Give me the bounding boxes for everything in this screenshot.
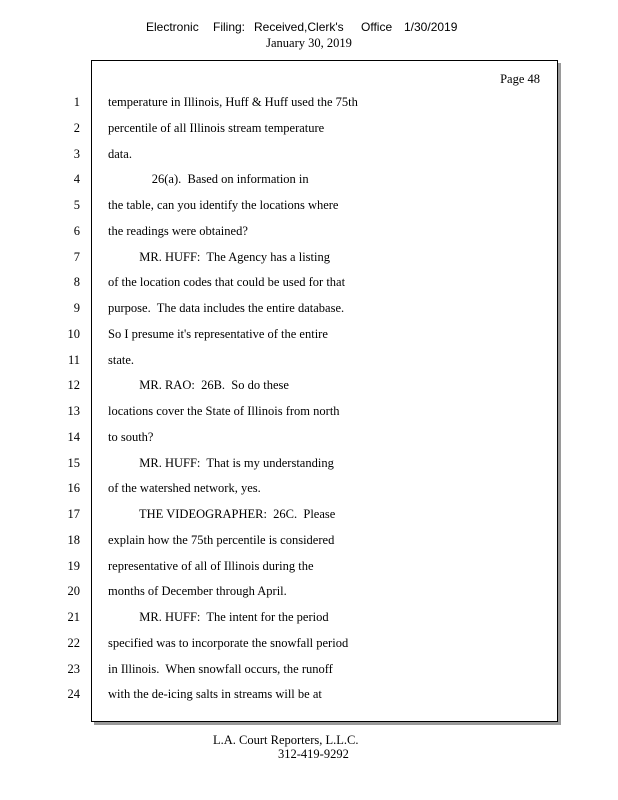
filing-stamp-electronic: Electronic bbox=[146, 20, 199, 34]
line-number: 1 bbox=[73, 95, 80, 109]
transcript-line-text: MR. HUFF: That is my understanding bbox=[108, 455, 334, 470]
transcript-line-text: the readings were obtained? bbox=[108, 223, 248, 238]
line-number: 13 bbox=[67, 404, 80, 418]
transcript-line-text: to south? bbox=[108, 429, 154, 444]
filing-stamp-office: Office bbox=[361, 20, 393, 34]
line-number: 3 bbox=[73, 146, 80, 161]
line-number: 24 bbox=[67, 687, 80, 702]
transcript-line-text: representative of all of Illinois during the bbox=[108, 558, 314, 573]
line-number: 2 bbox=[73, 120, 80, 135]
transcript-line-text: percentile of all Illinois stream temperature bbox=[108, 120, 325, 135]
line-number: 9 bbox=[73, 301, 80, 315]
footer-phone: 312-419-9292 bbox=[278, 747, 349, 761]
line-number: 11 bbox=[67, 352, 80, 367]
transcript-line-text: THE VIDEOGRAPHER: 26C. Please bbox=[108, 507, 336, 521]
transcript-line-text: of the location codes that could be used for that bbox=[108, 275, 346, 290]
transcript-line-text: state. bbox=[108, 352, 135, 367]
line-number: 16 bbox=[67, 481, 80, 496]
line-number: 21 bbox=[67, 610, 80, 624]
transcript-line-text: locations cover the State of Illinois from north bbox=[108, 404, 340, 418]
line-number: 20 bbox=[67, 584, 80, 599]
line-number: 7 bbox=[73, 249, 80, 264]
transcript-line-text: So I presume it's representative of the entire bbox=[108, 326, 328, 341]
transcript-line-text: explain how the 75th percentile is considered bbox=[108, 532, 335, 547]
transcript-line-text: MR. HUFF: The intent for the period bbox=[108, 610, 329, 624]
line-number: 6 bbox=[73, 223, 80, 238]
transcript-line-text: in Illinois. When snowfall occurs, the runoff bbox=[108, 661, 333, 676]
transcript-line-text: MR. RAO: 26B. So do these bbox=[108, 378, 289, 393]
line-number: 15 bbox=[67, 455, 80, 470]
line-number: 10 bbox=[67, 326, 80, 341]
transcript-line-text: of the watershed network, yes. bbox=[108, 481, 261, 496]
line-number: 14 bbox=[67, 429, 80, 444]
transcript-line-text: data. bbox=[108, 146, 132, 161]
transcript-line-text: with the de-icing salts in streams will be at bbox=[108, 687, 322, 702]
filing-stamp-received: Received,Clerk's bbox=[254, 20, 344, 34]
transcript-line-text: specified was to incorporate the snowfall period bbox=[108, 635, 349, 650]
filing-stamp-date: 1/30/2019 bbox=[404, 20, 458, 34]
line-number: 22 bbox=[67, 635, 80, 650]
transcript-line-text: purpose. The data includes the entire database. bbox=[108, 301, 345, 315]
line-number: 17 bbox=[67, 507, 80, 521]
transcript-line-text: MR. HUFF: The Agency has a listing bbox=[108, 249, 330, 264]
transcript-line-text: 26(a). Based on information in bbox=[108, 172, 309, 187]
line-number: 8 bbox=[73, 275, 80, 290]
line-number: 12 bbox=[67, 378, 80, 393]
line-number: 4 bbox=[73, 172, 80, 187]
transcript-line-text: temperature in Illinois, Huff & Huff used the 75th bbox=[108, 95, 358, 109]
filing-stamp-filing: Filing: bbox=[213, 20, 246, 34]
line-number: 5 bbox=[73, 198, 80, 212]
line-number: 23 bbox=[67, 661, 80, 676]
page-number: Page 48 bbox=[500, 72, 540, 86]
line-number: 19 bbox=[67, 558, 80, 573]
filing-date-line: January 30, 2019 bbox=[266, 36, 352, 50]
transcript-line-text: the table, can you identify the locations where bbox=[108, 198, 339, 212]
footer-company: L.A. Court Reporters, L.L.C. bbox=[213, 733, 359, 747]
transcript-line-text: months of December through April. bbox=[108, 584, 287, 599]
line-number: 18 bbox=[67, 532, 80, 547]
